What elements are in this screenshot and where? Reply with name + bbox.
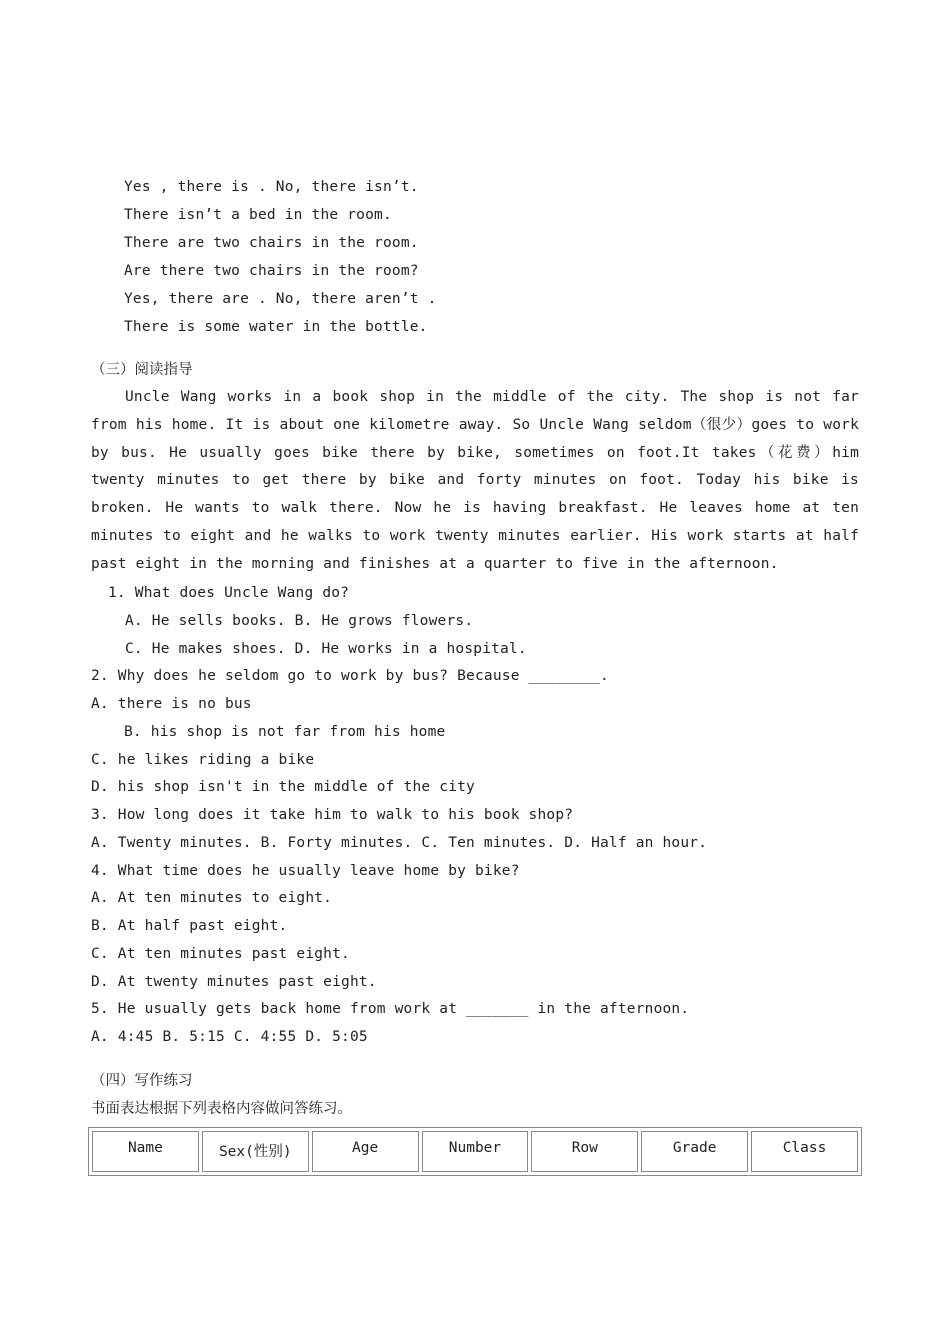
table-header-cell: Class [751,1131,858,1172]
table-header-cell: Sex(性别) [202,1131,309,1172]
question-3: 3. How long does it take him to walk to his book shop? [91,807,574,823]
question-4-option-c: C. At ten minutes past eight. [91,946,350,962]
reading-heading: （三）阅读指导 [91,362,193,378]
question-1-options-ab: A. He sells books. B. He grows flowers. [125,613,474,629]
table-header-cell: Age [312,1131,419,1172]
question-4: 4. What time does he usually leave home by bike? [91,863,520,879]
reading-passage: Uncle Wang works in a book shop in the middle of the city. The shop is not far from his home. It is about one kilometre away. So Uncle Wang seldom（很少）goes to work by bus. He usually goes bike there by bike, sometimes on foot.It takes（花费）him twenty minutes to get there by bike and forty minutes on foot. Today his bike is broken. He wants to walk there. Now he is having breakfast. He leaves home at ten minutes to eight and he walks to work twenty minutes earlier. His work starts at half past eight in the morning and finishes at a quarter to five in the afternoon. [91,389,859,572]
intro-line: Are there two chairs in the room? [124,263,419,279]
question-1: 1. What does Uncle Wang do? [108,585,350,601]
question-2: 2. Why does he seldom go to work by bus? Because ________. [91,668,609,684]
question-4-option-a: A. At ten minutes to eight. [91,890,333,906]
question-2-option-b: B. his shop is not far from his home [124,724,446,740]
table-header-cell: Grade [641,1131,748,1172]
table-header-cell: Number [422,1131,529,1172]
intro-line: Yes , there is . No, there isn’t. [124,179,419,195]
info-table [88,1127,862,1176]
question-2-option-c: C. he likes riding a bike [91,752,315,768]
intro-line: Yes, there are . No, there aren’t . [124,291,437,307]
question-2-option-d: D. his shop isn't in the middle of the city [91,779,475,795]
question-5: 5. He usually gets back home from work at _______ in the afternoon. [91,1001,690,1017]
question-5-options: A. 4:45 B. 5:15 C. 4:55 D. 5:05 [91,1029,368,1045]
table-header-cell: Name [92,1131,199,1172]
table-header-row [92,1131,858,1172]
intro-line: There are two chairs in the room. [124,235,419,251]
question-2-option-a: A. there is no bus [91,696,252,712]
question-3-options: A. Twenty minutes. B. Forty minutes. C. Ten minutes. D. Half an hour. [91,835,708,851]
question-1-options-cd: C. He makes shoes. D. He works in a hospital. [125,641,527,657]
table-header-cell: Row [531,1131,638,1172]
writing-heading: （四）写作练习 [91,1073,193,1089]
question-4-option-b: B. At half past eight. [91,918,288,934]
writing-instruction: 书面表达根据下列表格内容做问答练习。 [91,1101,352,1117]
question-4-option-d: D. At twenty minutes past eight. [91,974,377,990]
intro-line: There isn’t a bed in the room. [124,207,392,223]
intro-line: There is some water in the bottle. [124,319,428,335]
